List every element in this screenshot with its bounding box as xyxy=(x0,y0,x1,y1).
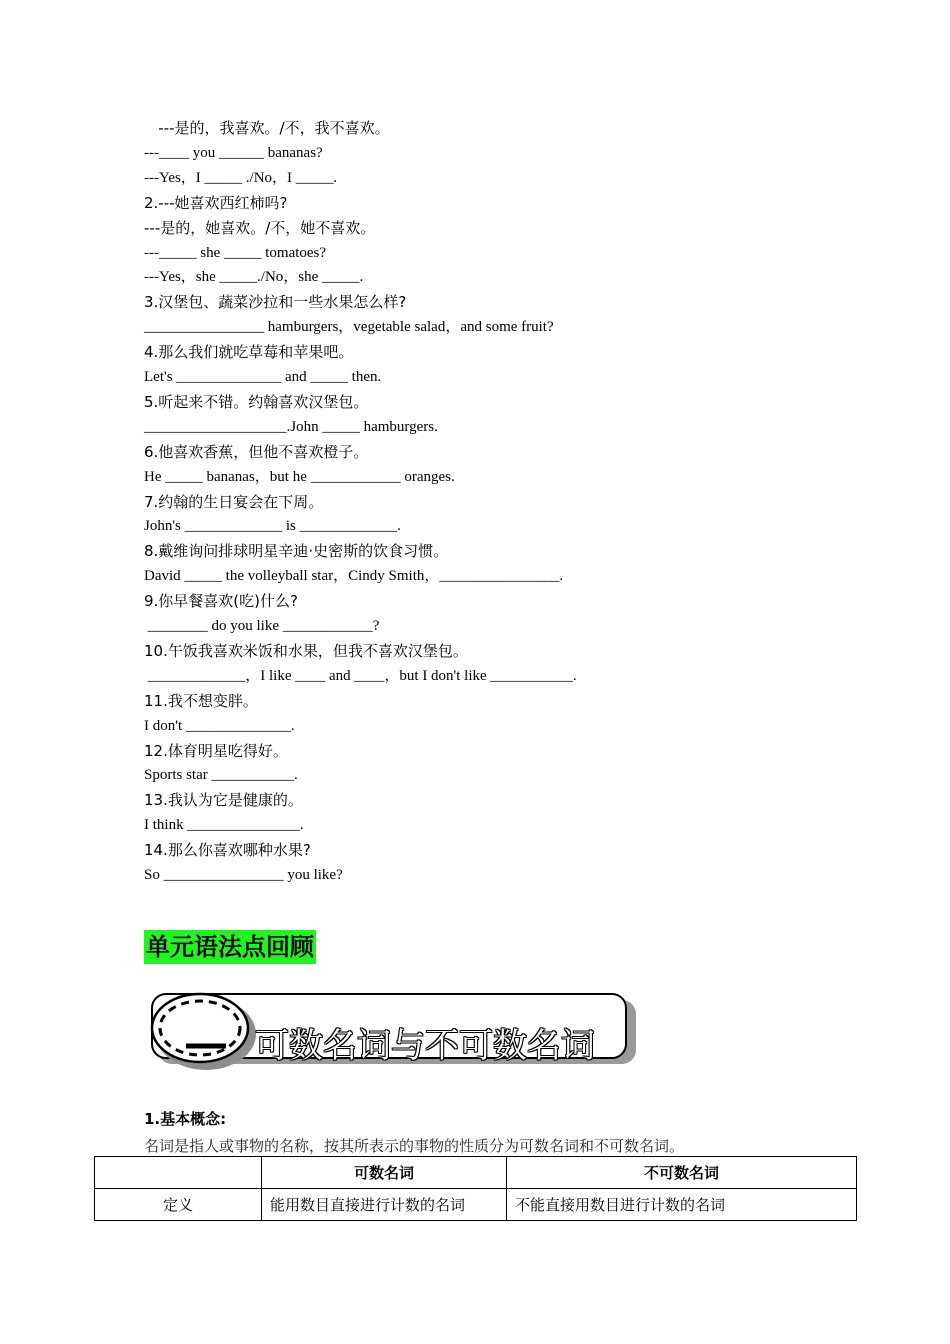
exercise-line: David _____ the volleyball star，Cindy Smith，________________. xyxy=(144,568,564,585)
exercise-line: John's _____________ is _____________. xyxy=(144,518,401,535)
exercise-line: ---是的，她喜欢。/不，她不喜欢。 xyxy=(144,218,376,237)
exercise-line: ---是的，我喜欢。/不，我不喜欢。 xyxy=(144,119,390,137)
exercise-line: 7.约翰的生日宴会在下周。 xyxy=(144,492,324,511)
exercise-line: I don't ______________. xyxy=(144,717,295,734)
exercise-line: ---Yes，I _____ ./No，I _____. xyxy=(144,169,338,186)
exercise-line: 5.听起来不错。约翰喜欢汉堡包。 xyxy=(144,392,369,411)
exercise-line: _____________，I like ____ and ____，but I don't like ___________. xyxy=(144,667,577,684)
exercise-line: Sports star ___________. xyxy=(144,767,298,784)
exercise-line: 13.我认为它是健康的。 xyxy=(144,791,303,810)
exercise-line: I think _______________. xyxy=(144,817,304,834)
exercise-line: ---Yes，she _____./No，she _____. xyxy=(144,269,364,286)
exercise-line: 11.我不想变胖。 xyxy=(144,691,258,710)
exercise-line: 14.那么你喜欢哪种水果? xyxy=(144,841,311,860)
exercise-line: 2.---她喜欢西红柿吗? xyxy=(144,193,288,212)
exercise-line: 8.戴维询问排球明星辛迪·史密斯的饮食习惯。 xyxy=(144,542,449,561)
table-header-cell: 不可数名词 xyxy=(507,1157,857,1189)
intro-paragraph: 名词是指人或事物的名称，按其所表示的事物的性质分为可数名词和不可数名词。 xyxy=(144,1137,685,1155)
sub-heading: 1.基本概念: xyxy=(144,1110,227,1128)
exercise-line: ___________________.John _____ hamburgers. xyxy=(144,418,438,435)
exercise-line: ________________ hamburgers，vegetable salad，and some fruit? xyxy=(144,319,554,336)
banner-title: 可数名词与不可数名词 xyxy=(255,1026,595,1066)
table-header-cell: 可数名词 xyxy=(262,1157,507,1189)
exercise-line: 4.那么我们就吃草莓和苹果吧。 xyxy=(144,343,354,362)
table-cell: 不能直接用数目进行计数的名词 xyxy=(507,1189,857,1221)
table-header-row xyxy=(95,1157,857,1189)
table-cell: 能用数目直接进行计数的名词 xyxy=(262,1189,507,1221)
noun-table xyxy=(94,1156,857,1221)
exercise-line: So ________________ you like? xyxy=(144,867,343,883)
exercise-line: ---_____ she _____ tomatoes? xyxy=(144,244,327,261)
exercise-line: 6.他喜欢香蕉，但他不喜欢橙子。 xyxy=(144,442,369,461)
exercise-line: Let's ______________ and _____ then. xyxy=(144,369,382,385)
section-title: 单元语法点回顾 xyxy=(144,930,316,964)
exercise-line: 12.体育明星吃得好。 xyxy=(144,741,288,760)
exercise-line: ---____ you ______ bananas? xyxy=(144,144,323,161)
table-header-cell xyxy=(95,1157,262,1189)
table-cell: 定义 xyxy=(95,1189,262,1221)
table-row xyxy=(95,1189,857,1221)
exercise-line: 10.午饭我喜欢米饭和水果，但我不喜欢汉堡包。 xyxy=(144,641,468,660)
exercise-line: 3.汉堡包、蔬菜沙拉和一些水果怎么样? xyxy=(144,293,407,312)
exercise-line: 9.你早餐喜欢(吃)什么? xyxy=(144,592,298,611)
exercise-line: ________ do you like ____________? xyxy=(144,618,380,634)
exercise-line: He _____ bananas，but he ____________ oranges. xyxy=(144,468,455,485)
